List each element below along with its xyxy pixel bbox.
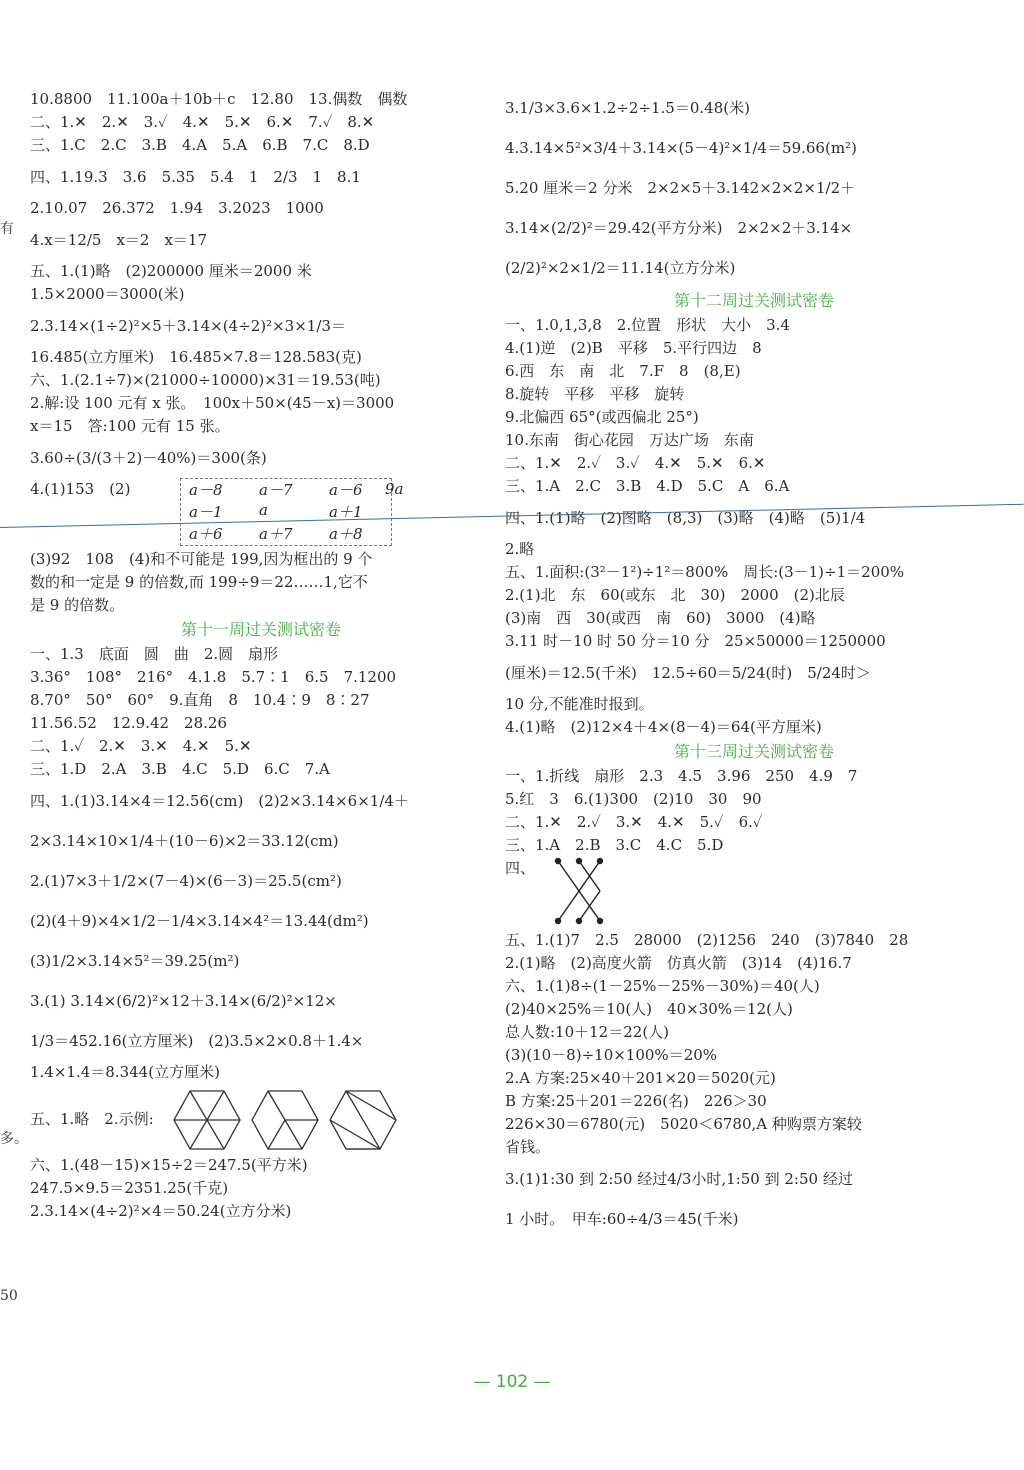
answer-line: 四、 — [505, 859, 536, 877]
matching-lines-figure — [550, 857, 620, 925]
grid-cell: a＋1 — [329, 503, 363, 521]
answer-line: 3.36° 108° 216° 4.1.8 5.7∶1 6.5 7.1200 — [30, 668, 397, 686]
answer-line: 1 小时。 甲车:60÷4/3＝45(千米) — [505, 1210, 739, 1228]
margin-fragment: 多。 — [0, 1131, 28, 1147]
answer-line: 二、1.✕ 2.✓ 3.✓ 4.✕ 5.✕ 6.✕ — [505, 454, 766, 472]
answer-line: 2.10.07 26.372 1.94 3.2023 1000 — [30, 199, 324, 217]
grid-sum-label: 9a — [385, 480, 404, 498]
answer-line: 一、1.0,1,3,8 2.位置 形状 大小 3.4 — [505, 316, 790, 334]
answer-line: 四、1.19.3 3.6 5.35 5.4 1 2/3 1 8.1 — [30, 168, 361, 186]
answer-line: 8.70° 50° 60° 9.直角 8 10.4∶9 8∶27 — [30, 691, 370, 709]
answer-line: 五、1.略 2.示例: — [30, 1110, 154, 1128]
dashed-number-grid — [180, 478, 392, 546]
answer-line: (3)(10－8)÷10×100%＝20% — [505, 1046, 718, 1064]
answer-line: 2.(1)7×3＋1/2×(7－4)×(6－3)＝25.5(cm²) — [30, 872, 342, 890]
left-column — [30, 88, 492, 1223]
answer-line: 10.8800 11.100a＋10b＋c 12.80 13.偶数 偶数 — [30, 90, 408, 108]
section-heading-week-13: 第十三周过关测试密卷 — [673, 742, 834, 761]
answer-line: 二、1.✓ 2.✕ 3.✕ 4.✕ 5.✕ — [30, 737, 252, 755]
answer-line: 10.东南 街心花园 万达广场 东南 — [505, 431, 754, 449]
answer-line: 三、1.C 2.C 3.B 4.A 5.A 6.B 7.C 8.D — [30, 136, 370, 154]
answer-line: 3.(1)1:30 到 2:50 经过4/3小时,1:50 到 2:50 经过 — [505, 1170, 853, 1188]
margin-fragment: 50 — [0, 1288, 18, 1304]
answer-line: 4.(1)略 (2)12×4＋4×(8－4)＝64(平方厘米) — [505, 718, 822, 736]
answer-line: (3)南 西 30(或西 南 60) 3000 (4)略 — [505, 609, 816, 627]
answer-line: 11.56.52 12.9.42 28.26 — [30, 714, 227, 732]
page-number: — 102 — — [473, 1372, 551, 1392]
answer-line: (2)(4＋9)×4×1/2－1/4×3.14×4²＝13.44(dm²) — [30, 912, 369, 930]
answer-line: 4.(1)153 (2) — [30, 480, 131, 498]
answer-line: 16.485(立方厘米) 16.485×7.8＝128.583(克) — [30, 348, 362, 366]
answer-line: 数的和一定是 9 的倍数,而 199÷9＝22……1,它不 — [30, 573, 368, 591]
answer-line: 6.西 东 南 北 7.F 8 (8,E) — [505, 362, 741, 380]
section-heading-week-12: 第十二周过关测试密卷 — [673, 291, 834, 310]
answer-line: 3.60÷(3/(3＋2)－40%)＝300(条) — [30, 449, 267, 467]
answer-line: 2.略 — [505, 540, 535, 558]
answer-line: 四、1.(1)略 (2)图略 (8,3) (3)略 (4)略 (5)1/4 — [505, 509, 866, 527]
answer-line: 2.(1)北 东 60(或东 北 30) 2000 (2)北辰 — [505, 586, 845, 604]
answer-line: 3.11 时－10 时 50 分＝10 分 25×50000＝1250000 — [505, 632, 886, 650]
answer-line: B 方案:25＋201＝226(名) 226＞30 — [505, 1092, 767, 1110]
answer-line: (厘米)＝12.5(千米) 12.5÷60＝5/24(时) 5/24时＞ — [505, 664, 871, 682]
answer-line: 六、1.(1)8÷(1－25%－25%－30%)＝40(人) — [505, 977, 820, 995]
grid-cell: a＋7 — [259, 525, 293, 543]
answer-line: (2/2)²×2×1/2＝11.14(立方分米) — [505, 259, 736, 277]
section-heading-week-11: 第十一周过关测试密卷 — [180, 620, 341, 639]
answer-line: 总人数:10＋12＝22(人) — [505, 1023, 670, 1041]
answer-line: 1.5×2000＝3000(米) — [30, 285, 185, 303]
answer-line: 5.20 厘米＝2 分米 2×2×5＋3.142×2×2×1/2＋ — [505, 179, 856, 197]
hexagon-examples-figure — [168, 1089, 408, 1151]
answer-line: 3.(1) 3.14×(6/2)²×12＋3.14×(6/2)²×12× — [30, 992, 337, 1010]
answer-line: 10 分,不能准时报到。 — [505, 695, 654, 713]
answer-line: 2.3.14×(4÷2)²×4＝50.24(立方分米) — [30, 1202, 292, 1220]
answer-line: 六、1.(2.1÷7)×(21000÷10000)×31＝19.53(吨) — [30, 371, 381, 389]
answer-line: 4.x＝12/5 x＝2 x＝17 — [30, 231, 208, 249]
answer-line: 2×3.14×10×1/4＋(10－6)×2＝33.12(cm) — [30, 832, 339, 850]
answer-line: (3)1/2×3.14×5²＝39.25(m²) — [30, 952, 240, 970]
answer-line: (2)40×25%＝10(人) 40×30%＝12(人) — [505, 1000, 793, 1018]
answer-line: 2.A 方案:25×40＋201×20＝5020(元) — [505, 1069, 776, 1087]
grid-cell: a－8 — [189, 481, 223, 499]
answer-line: 8.旋转 平移 平移 旋转 — [505, 385, 685, 403]
right-column — [505, 88, 1003, 1239]
answer-line: 二、1.✕ 2.✕ 3.✓ 4.✕ 5.✕ 6.✕ 7.✓ 8.✕ — [30, 113, 375, 131]
answer-line: 四、1.(1)3.14×4＝12.56(cm) (2)2×3.14×6×1/4＋ — [30, 792, 409, 810]
answer-line: 2.(1)略 (2)高度火箭 仿真火箭 (3)14 (4)16.7 — [505, 954, 852, 972]
grid-cell: a－6 — [329, 481, 363, 499]
answer-line: x＝15 答:100 元有 15 张。 — [30, 417, 230, 435]
answer-line: 3.14×(2/2)²＝29.42(平方分米) 2×2×2＋3.14× — [505, 219, 853, 237]
number-grid-block — [30, 478, 492, 548]
answer-line: 2.3.14×(1÷2)²×5＋3.14×(4÷2)²×3×1/3＝ — [30, 317, 346, 335]
answer-line: 226×30＝6780(元) 5020＜6780,A 种购票方案较 — [505, 1115, 862, 1133]
answer-line: 省钱。 — [505, 1138, 551, 1156]
answer-line: 5.红 3 6.(1)300 (2)10 30 90 — [505, 790, 762, 808]
answer-line: 4.3.14×5²×3/4＋3.14×(5－4)²×1/4＝59.66(m²) — [505, 139, 857, 157]
margin-fragment: 有 — [0, 221, 14, 237]
answer-line: 是 9 的倍数。 — [30, 596, 125, 614]
grid-cell: a－1 — [189, 503, 223, 521]
answer-line: 3.1/3×3.6×1.2÷2÷1.5＝0.48(米) — [505, 99, 750, 117]
grid-cell: a＋6 — [189, 525, 223, 543]
answer-line: 三、1.A 2.C 3.B 4.D 5.C A 6.A — [505, 477, 790, 495]
answer-line: 一、1.折线 扇形 2.3 4.5 3.96 250 4.9 7 — [505, 767, 858, 785]
answer-line: 六、1.(48－15)×15÷2＝247.5(平方米) — [30, 1156, 308, 1174]
answer-line: (3)92 108 (4)和不可能是 199,因为框出的 9 个 — [30, 550, 373, 568]
grid-cell: a — [259, 501, 268, 519]
grid-cell: a＋8 — [329, 525, 363, 543]
answer-line: 247.5×9.5＝2351.25(千克) — [30, 1179, 229, 1197]
shapes-line — [30, 1084, 492, 1154]
answer-line: 五、1.(1)7 2.5 28000 (2)1256 240 (3)7840 28 — [505, 931, 909, 949]
answer-line: 1.4×1.4＝8.344(立方厘米) — [30, 1063, 220, 1081]
answer-line: 三、1.A 2.B 3.C 4.C 5.D — [505, 836, 724, 854]
grid-cell: a－7 — [259, 481, 293, 499]
answer-line: 二、1.✕ 2.✓ 3.✕ 4.✕ 5.✓ 6.✓ — [505, 813, 763, 831]
answer-line: 一、1.3 底面 圆 曲 2.圆 扇形 — [30, 645, 279, 663]
answer-line: 五、1.面积:(3²－1²)÷1²＝800% 周长:(3－1)÷1＝200% — [505, 563, 905, 581]
answer-line: 五、1.(1)略 (2)200000 厘米＝2000 米 — [30, 262, 312, 280]
answer-line: 4.(1)逆 (2)B 平移 5.平行四边 8 — [505, 339, 762, 357]
answer-line: 2.解:设 100 元有 x 张。 100x＋50×(45－x)＝3000 — [30, 394, 395, 412]
answer-line: 9.北偏西 65°(或西偏北 25°) — [505, 408, 699, 426]
answer-line: 三、1.D 2.A 3.B 4.C 5.D 6.C 7.A — [30, 760, 330, 778]
cross-figure-line — [505, 857, 1003, 929]
answer-line: 1/3＝452.16(立方厘米) (2)3.5×2×0.8＋1.4× — [30, 1032, 364, 1050]
